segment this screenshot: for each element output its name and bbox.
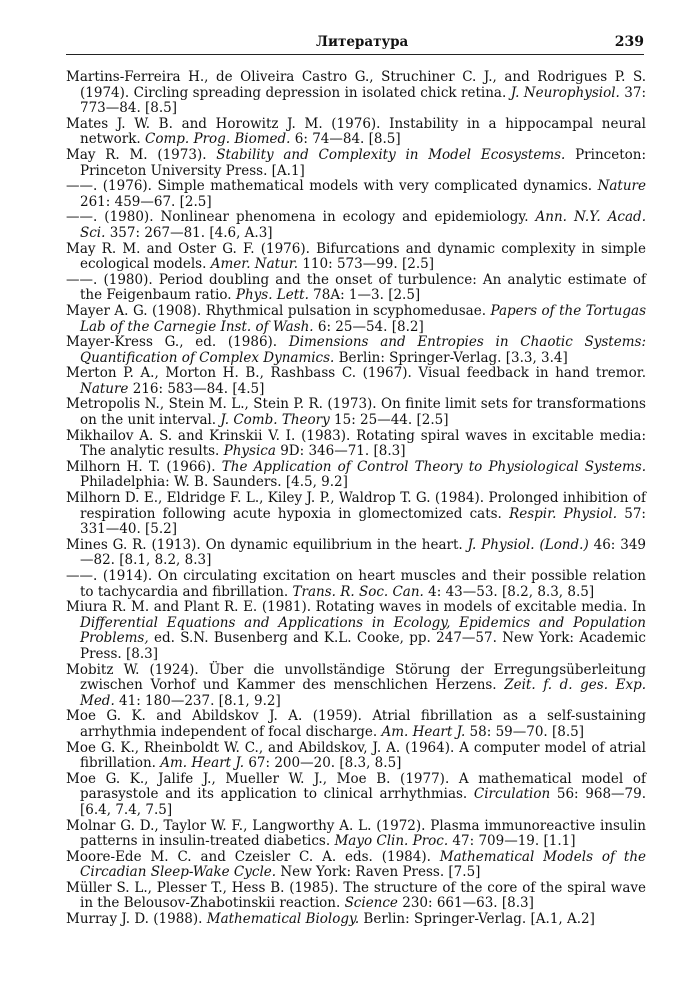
reference-entry	[66, 179, 646, 210]
reference-details: 57: 331—40. [5.2]	[80, 505, 646, 538]
reference-source-title: Physica	[223, 443, 276, 460]
reference-source-title: Dimensions and Entropies in Chaotic Systems: Quantification of Complex Dynamics.	[80, 334, 646, 366]
reference-source-title: Amer. Natur.	[210, 256, 299, 273]
page-number: 239	[614, 34, 644, 50]
reference-text: Mobitz W. (1924). Über die unvollständige Störung der Erregungsüberleitung zwischen Vorhof und Kammer des menschlichen Herzens.	[66, 661, 646, 694]
reference-text: Milhorn D. E., Eldridge F. L., Kiley J. P., Waldrop T. G. (1984). Prolonged inhibition of respiration following acute hypoxia in glomectomized cats.	[66, 490, 646, 522]
reference-details: 78A: 1—3. [2.5]	[308, 287, 421, 304]
reference-text: Moore-Ede M. C. and Czeisler C. A. eds. (1984).	[66, 848, 440, 865]
reference-entry	[66, 912, 646, 928]
reference-source-title: Mathematical Biology.	[206, 911, 360, 928]
reference-entry	[66, 210, 646, 241]
reference-entry	[66, 772, 646, 819]
reference-details: 357: 267—81. [4.6, A.3]	[105, 224, 273, 241]
reference-text: Metropolis N., Stein M. L., Stein P. R. (1973). On finite limit sets for transformations on the unit interval.	[66, 396, 646, 429]
reference-details: Philadelphia: W. B. Saunders. [4.5, 9.2]	[80, 474, 348, 491]
reference-list	[66, 70, 646, 928]
reference-source-title: Am. Heart J.	[160, 755, 245, 772]
reference-entry	[66, 242, 646, 273]
reference-entry	[66, 850, 646, 881]
reference-text: ——. (1980). Nonlinear phenomena in ecology and epidemiology.	[66, 209, 536, 226]
reference-text: Müller S. L., Plesser T., Hess B. (1985). The structure of the core of the spiral wave in the Belousov-Zhabotinskii reaction.	[66, 879, 646, 912]
reference-details: 67: 200—20. [8.3, 8.5]	[244, 755, 402, 772]
reference-source-title: Science	[344, 895, 398, 912]
reference-details: 230: 661—63. [8.3]	[397, 895, 534, 912]
reference-text: ——. (1914). On circulating excitation on heart muscles and their possible relation to tachycardia and fibrillation.	[66, 568, 646, 600]
reference-source-title: Trans. R. Soc. Can.	[292, 583, 424, 600]
reference-details: 58: 59—70. [8.5]	[465, 723, 585, 740]
reference-details: 37: 773—84. [8.5]	[80, 84, 646, 117]
reference-text: Mayer-Kress G., ed. (1986).	[66, 334, 289, 351]
reference-entry	[66, 663, 646, 710]
reference-details: Berlin: Springer-Verlag. [A.1, A.2]	[359, 911, 595, 928]
reference-entry	[66, 600, 646, 662]
reference-details: 4: 43—53. [8.2, 8.3, 8.5]	[423, 583, 595, 600]
reference-details: New York: Raven Press. [7.5]	[276, 864, 481, 881]
reference-source-title: Nature	[80, 380, 129, 397]
reference-details: 110: 573—99. [2.5]	[298, 256, 434, 273]
reference-details: ed. S.N. Busenberg and K.L. Cooke, pp. 247—57. New York: Academic Press. [8.3]	[80, 630, 646, 662]
reference-entry	[66, 819, 646, 850]
reference-details: 47: 709—19. [1.1]	[448, 833, 576, 850]
reference-entry	[66, 429, 646, 460]
reference-source-title: Mathematical Models of the Circadian Sleep-Wake Cycle.	[80, 848, 647, 881]
reference-text: Milhorn H. T. (1966).	[66, 458, 222, 475]
reference-source-title: Papers of the Tortugas Lab of the Carnegie Inst. of Wash.	[80, 302, 646, 335]
reference-entry	[66, 709, 646, 740]
reference-details: 15: 25—44. [2.5]	[329, 412, 449, 429]
reference-source-title: Comp. Prog. Biomed.	[145, 131, 291, 148]
reference-text: Molnar G. D., Taylor W. F., Langworthy A. L. (1972). Plasma immunoreactive insulin patterns in insulin-treated diabetics.	[66, 817, 646, 850]
reference-source-title: Zeit. f. d. ges. Exp. Med.	[80, 677, 646, 709]
reference-entry	[66, 491, 646, 538]
reference-source-title: J. Physiol. (Lond.)	[467, 536, 589, 553]
reference-source-title: Differential Equations and Applications in Ecology, Epidemics and Population Problems,	[80, 614, 646, 647]
reference-source-title: J. Neurophysiol.	[510, 84, 620, 101]
reference-text: Murray J. D. (1988).	[66, 911, 207, 928]
reference-source-title: Mayo Clin. Proc.	[334, 833, 449, 850]
reference-entry	[66, 538, 646, 569]
reference-text: ——. (1980). Period doubling and the onset of turbulence: An analytic estimate of the Feigenbaum ratio.	[66, 271, 646, 304]
reference-source-title: The Application of Control Theory to Physiological Systems.	[221, 458, 646, 475]
reference-details: 41: 180—237. [8.1, 9.2]	[114, 692, 281, 709]
reference-source-title: Stability and Complexity in Model Ecosystems.	[216, 146, 566, 163]
reference-text: Moe G. K., Jalife J., Mueller W. J., Moe B. (1977). A mathematical model of parasystole and its application to clinical arrhythmias.	[66, 770, 646, 803]
reference-details: 261: 459—67. [2.5]	[80, 193, 212, 210]
reference-source-title: J. Comb. Theory	[220, 412, 330, 429]
section-title: Литература	[316, 34, 409, 50]
reference-text: Mates J. W. B. and Horowitz J. M. (1976). Instability in a hippocampal neural network.	[66, 115, 646, 148]
reference-source-title: Ann. N.Y. Acad. Sci.	[80, 209, 646, 241]
reference-entry	[66, 366, 646, 397]
running-head	[66, 34, 644, 52]
reference-details: 9D: 346—71. [8.3]	[275, 443, 406, 460]
reference-entry	[66, 117, 646, 148]
reference-text: ——. (1976). Simple mathematical models with very complicated dynamics.	[66, 178, 598, 195]
reference-source-title: Phys. Lett.	[235, 287, 309, 304]
reference-details: 6: 25—54. [8.2]	[313, 318, 424, 335]
reference-text: Miura R. M. and Plant R. E. (1981). Rotating waves in models of excitable media. In	[66, 599, 646, 616]
reference-text: Martins-Ferreira H., de Oliveira Castro G., Struchiner C. J., and Rodrigues P. S. (1974). Circling spreading depression in isolated chick retina.	[66, 69, 646, 101]
reference-text: Mikhailov A. S. and Krinskii V. I. (1983). Rotating spiral waves in excitable media: The analytic results.	[66, 427, 646, 460]
reference-source-title: Nature	[597, 178, 646, 195]
reference-entry	[66, 569, 646, 600]
reference-entry	[66, 397, 646, 428]
reference-text: Moe G. K., Rheinboldt W. C., and Abildskov, J. A. (1964). A computer model of atrial fibrillation.	[66, 739, 646, 772]
reference-text: May R. M. and Oster G. F. (1976). Bifurcations and dynamic complexity in simple ecological models.	[66, 240, 646, 273]
reference-entry	[66, 148, 646, 179]
reference-text: Merton P. A., Morton H. B., Rashbass C. (1967). Visual feedback in hand tremor.	[66, 365, 646, 382]
reference-entry	[66, 741, 646, 772]
reference-entry	[66, 335, 646, 366]
reference-text: May R. M. (1973).	[66, 146, 217, 163]
reference-entry	[66, 273, 646, 304]
reference-details: 216: 583—84. [4.5]	[128, 380, 265, 397]
reference-details: Princeton: Princeton University Press. [A.1]	[80, 146, 646, 179]
reference-text: Mayer A. G. (1908). Rhythmical pulsation in scyphomedusae.	[66, 302, 491, 319]
reference-entry	[66, 70, 646, 117]
reference-text: Mines G. R. (1913). On dynamic equilibrium in the heart.	[66, 536, 468, 553]
reference-entry	[66, 460, 646, 491]
reference-entry	[66, 881, 646, 912]
reference-source-title: Respir. Physiol.	[509, 505, 618, 522]
reference-details: 46: 349—82. [8.1, 8.2, 8.3]	[80, 536, 647, 569]
reference-source-title: Circulation	[473, 786, 551, 803]
reference-text: Moe G. K. and Abildskov J. A. (1959). Atrial fibrillation as a self-sustaining arrhythmia independent of focal discharge.	[66, 708, 646, 740]
header-rule	[66, 54, 644, 55]
reference-details: 56: 968—79. [6.4, 7.4, 7.5]	[80, 786, 647, 818]
reference-entry	[66, 304, 646, 335]
reference-details: 6: 74—84. [8.5]	[290, 131, 401, 148]
reference-source-title: Am. Heart J.	[381, 723, 466, 740]
reference-details: Berlin: Springer-Verlag. [3.3, 3.4]	[334, 349, 568, 366]
